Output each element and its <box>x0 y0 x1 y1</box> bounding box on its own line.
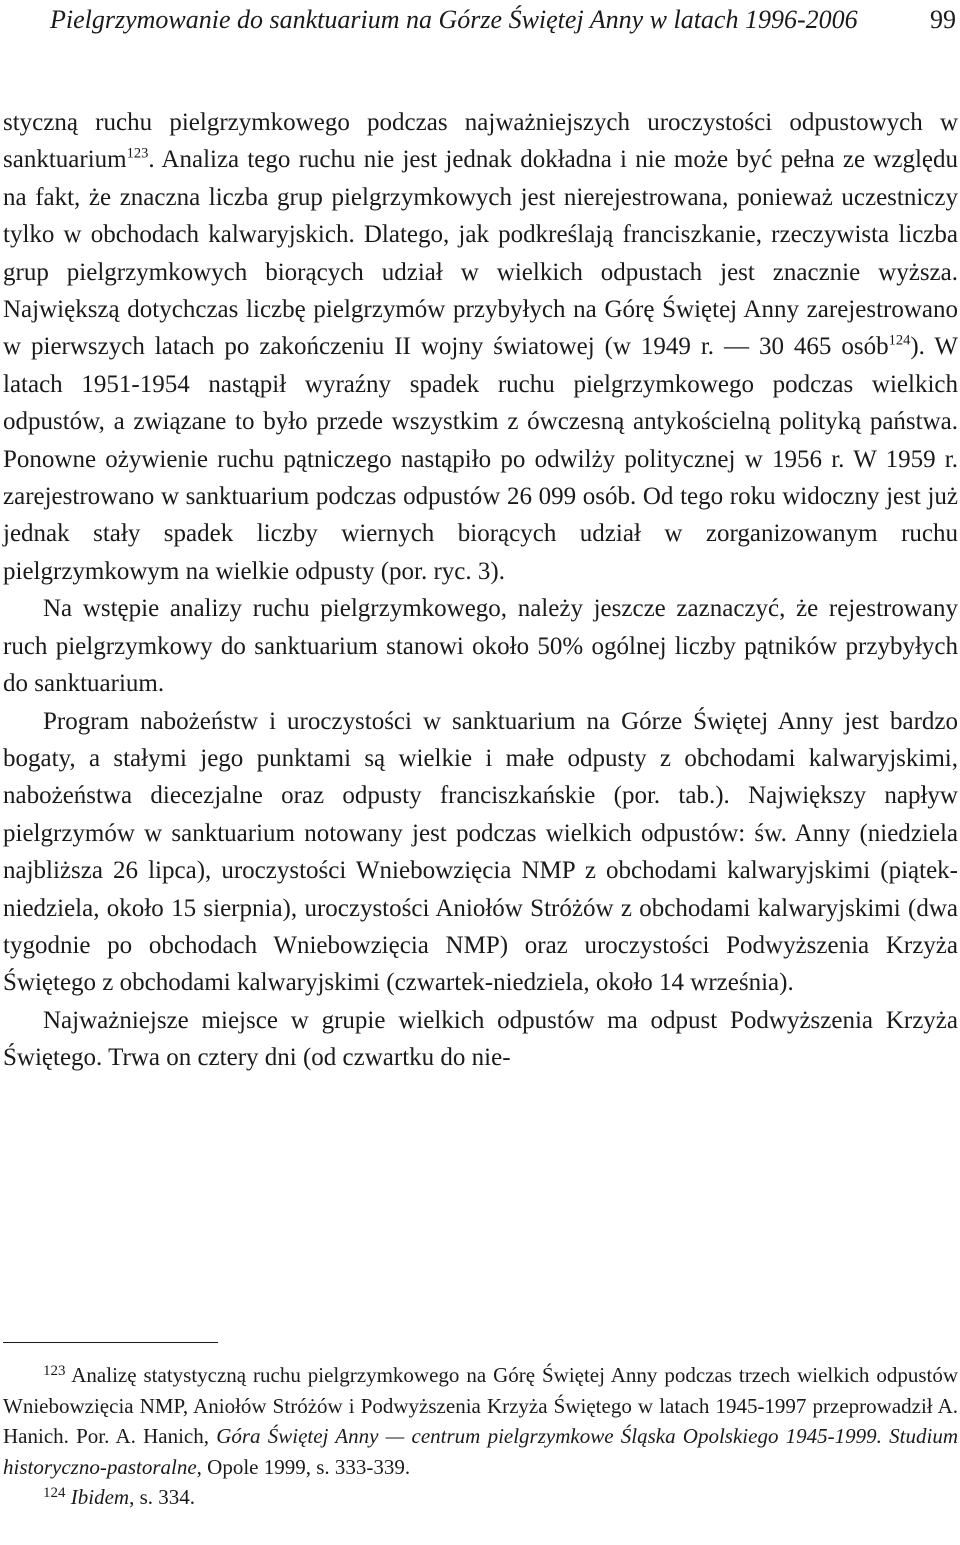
paragraph-4: Najważniejsze miejsce w grupie wielkich odpustów ma odpust Podwyższenia Krzyża Świętego. Trwa on cztery dni (od czwartku do nie- <box>3 1006 958 1072</box>
body-text <box>3 104 958 1077</box>
footnote-ref-124[interactable]: 124 <box>888 333 911 350</box>
footnote-divider <box>3 1342 218 1343</box>
footnote-number: 124 <box>43 1485 66 1501</box>
paragraph-1: styczną ruchu pielgrzymkowego podczas najważniejszych uroczystości odpustowych w sanktuarium$^{123}$. Analiza tego ruchu nie jest jednak dokładna i nie może być pełna ze względu na fakt, że znaczna liczba grup pielgrzymkowych jest nierejestrowana, ponieważ uczestniczy tylko w obchodach kalwaryjskich. Dlatego, jak podkreślają franciszkanie, rzeczywista liczba grup pielgrzymkowych biorących udział w wielkich odpustach jest znacznie wyższa. Największą dotychczas liczbę pielgrzymów przybyłych na Górę Świętej Anny zarejestrowano w pierwszych latach po zakończeniu II wojny światowej (w 1949 r. — 30 465 osób$^{124}$). W latach 1951-1954 nastąpił wyraźny spadek ruchu pielgrzymkowego podczas wielkich odpustów, a związane to było przede wszystkim z ówczesną antykościelną polityką państwa. Ponowne ożywienie ruchu pątniczego nastąpiło po odwilży politycznej w 1956 r. W 1959 r. zarejestrowano w sanktuarium podczas odpustów 26 099 osób. Od tego roku widoczny jest już jednak stały spadek liczby wiernych biorących udział w zorganizowanym ruchu pielgrzymkowym na wielkie odpusty (por. ryc. 3). <box>3 109 958 585</box>
ibidem: Ibidem <box>70 1485 130 1509</box>
running-header <box>0 0 960 50</box>
paragraph-2: Na wstępie analizy ruchu pielgrzymkowego, należy jeszcze zaznaczyć, że rejestrowany ruch pielgrzymkowy do sanktuarium stanowi około 50% ogólnej liczby pątników przybyłych do sanktuarium. <box>3 595 958 698</box>
running-title: Pielgrzymowanie do sanktuarium na Górze Świętej Anny w latach 1996-2006 <box>50 5 858 34</box>
footnote-ref-123[interactable]: 123 <box>126 146 149 163</box>
page-number: 99 <box>930 5 956 34</box>
footnote-124: $^{124}$ Ibidem, s. 334. <box>43 1485 196 1509</box>
footnotes <box>3 1360 958 1513</box>
cited-title: Góra Świętej Anny — centrum pielgrzymkowe Śląska Opolskiego 1945-1999. Studium historyczno-pastoralne <box>3 1424 958 1479</box>
footnote-123: $^{123}$ Analizę statystyczną ruchu pielgrzymkowego na Górę Świętej Anny podczas trzech wielkich odpustów Wniebowzięcia NMP, Aniołów Stróżów i Podwyższenia Krzyża Świętego w latach 1945-1997 przeprowadził A. Hanich. Por. A. Hanich, Góra Świętej Anny — centrum pielgrzymkowe Śląska Opolskiego 1945-1999. Studium historyczno-pastoralne, Opole 1999, s. 333-339. <box>3 1363 958 1479</box>
paragraph-3: Program nabożeństw i uroczystości w sanktuarium na Górze Świętej Anny jest bardzo bogaty, a stałymi jego punktami są wielkie i małe odpusty z obchodami kalwaryjskimi, nabożeństwa diecezjalne oraz odpusty franciszkańskie (por. tab.). Największy napływ pielgrzymów w sanktuarium notowany jest podczas wielkich odpustów: św. Anny (niedziela najbliższa 26 lipca), uroczystości Wniebowzięcia NMP z obchodami kalwaryjskimi (piątek-niedziela, około 15 sierpnia), uroczystości Aniołów Stróżów z obchodami kalwaryjskimi (dwa tygodnie po obchodach Wniebowzięcia NMP) oraz uroczystości Podwyższenia Krzyża Świętego z obchodami kalwaryjskimi (czwartek-niedziela, około 14 września). <box>3 707 958 997</box>
footnote-number: 123 <box>43 1363 66 1379</box>
